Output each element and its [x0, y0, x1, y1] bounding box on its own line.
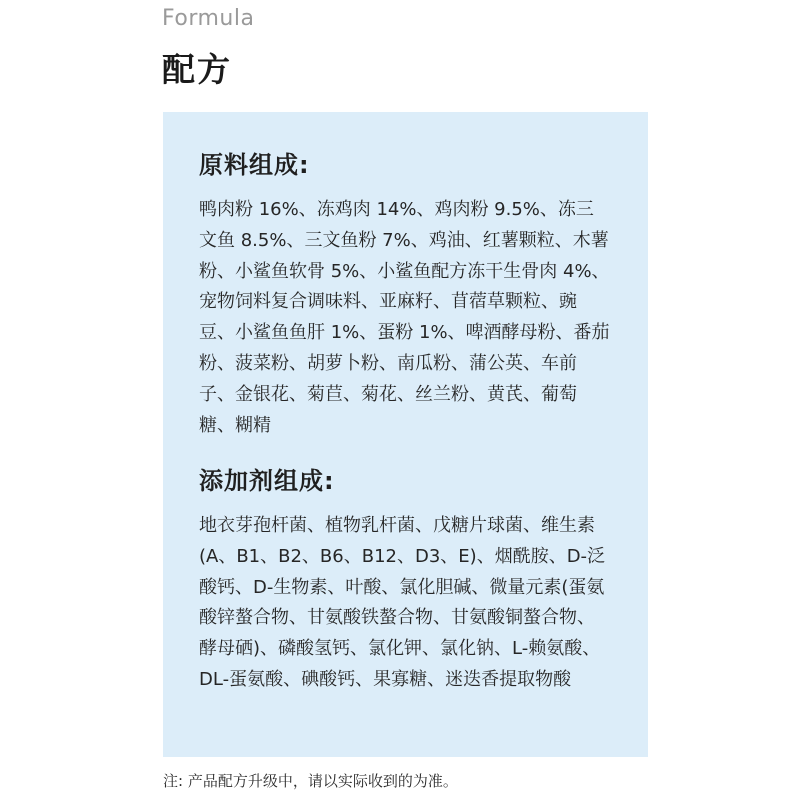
- additives-heading: 添加剂组成:: [199, 467, 335, 495]
- formula-panel: [163, 112, 648, 757]
- raw-materials-text: 鸭肉粉 16%、冻鸡肉 14%、鸡肉粉 9.5%、冻三文鱼 8.5%、三文鱼粉 7%、鸡油、红薯颗粒、木薯粉、小鲨鱼软骨 5%、小鲨鱼配方冻干生骨肉 4%、宠物饲料复合调味料、亚麻籽、苜蓿草颗粒、豌豆、小鲨鱼鱼肝 1%、蛋粉 1%、啤酒酵母粉、番茄粉、菠菜粉、胡萝卜粉、南瓜粉、蒲公英、车前子、金银花、菊苣、菊花、丝兰粉、黄芪、葡萄糖、糊精: [199, 199, 610, 436]
- additives-text: 地衣芽孢杆菌、植物乳杆菌、戊糖片球菌、维生素(A、B1、B2、B6、B12、D3、E)、烟酰胺、D-泛酸钙、D-生物素、叶酸、氯化胆碱、微量元素(蛋氨酸锌螯合物、甘氨酸铁螯合物、甘氨酸铜螯合物、酵母硒)、磷酸氢钙、氯化钾、氯化钠、L-赖氨酸、DL-蛋氨酸、碘酸钙、果寡糖、迷迭香提取物酸: [199, 515, 606, 690]
- footnote: 注: 产品配方升级中，请以实际收到的为准。: [163, 772, 458, 790]
- section-eyebrow: Formula: [162, 6, 255, 31]
- page-title: 配方: [162, 50, 232, 89]
- raw-materials-heading: 原料组成:: [199, 151, 310, 179]
